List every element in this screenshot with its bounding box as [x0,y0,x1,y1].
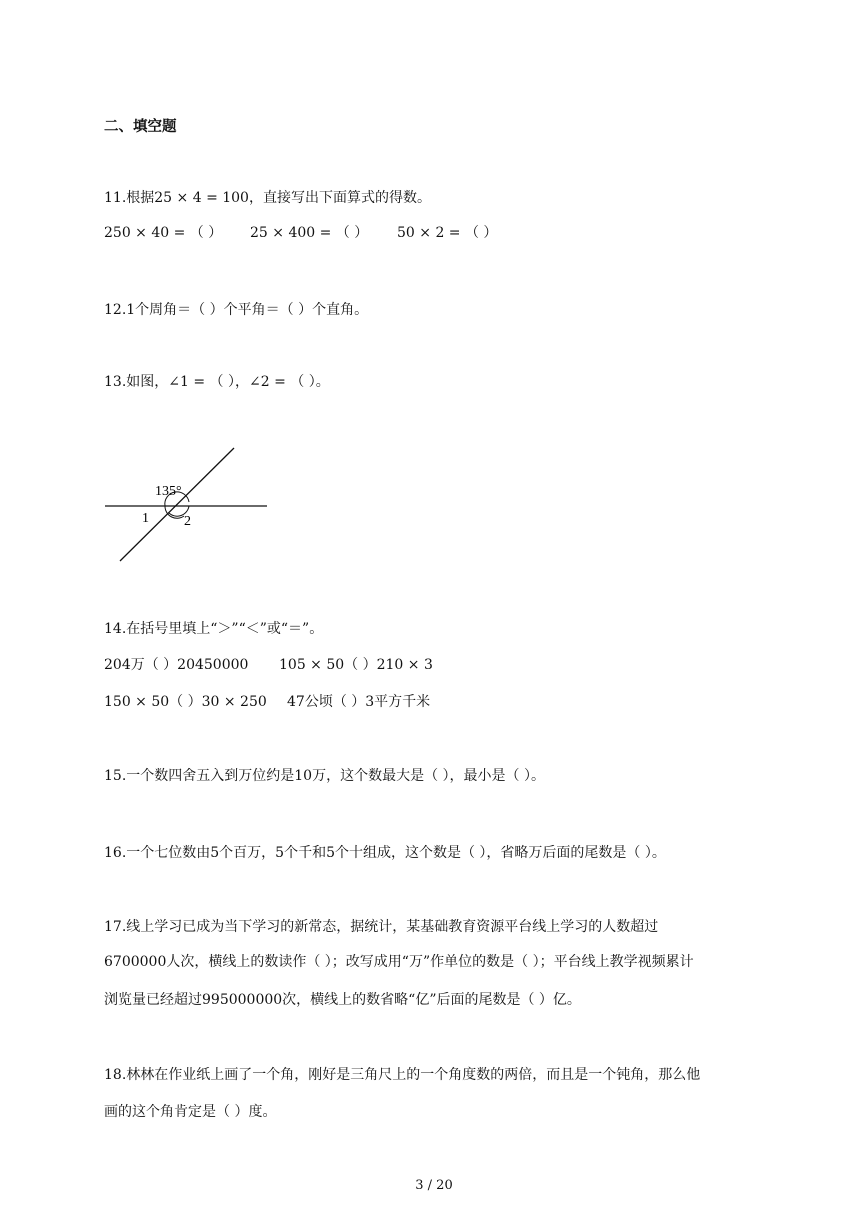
question-17-line3: 浏览量已经超过995000000次，横线上的数省略“亿”后面的尾数是（ ）亿。 [104,992,581,1008]
slanted-line [120,448,234,561]
question-14-row2-item1: 150 × 50（ ）30 × 250 [104,694,267,710]
page-number: 3 / 20 [415,1178,453,1193]
question-15-stem: 15.一个数四舍五入到万位约是10万，这个数最大是（ ），最小是（ ）。 [104,768,545,784]
question-16-stem: 16.一个七位数由5个百万，5个千和5个十组成，这个数是（ ），省略万后面的尾数是（ ）。 [104,845,666,861]
section-heading: 二、填空题 [104,119,177,135]
question-14-row1-item2: 105 × 50（ ）210 × 3 [279,657,433,673]
question-14-stem: 14.在括号里填上“＞”“＜”或“＝”。 [104,621,324,637]
question-17-line1: 17.线上学习已成为当下学习的新常态，据统计，某基础教育资源平台线上学习的人数超过 [104,919,659,935]
question-11-item-1: 250 × 40 = （ ） [104,225,223,241]
question-17-line2: 6700000人次，横线上的数读作（ ）；改写成用“万”作单位的数是（ ）；平台线上教学视频累计 [104,954,694,970]
question-14-row1-item1: 204万（ ）20450000 [104,657,249,673]
question-11-item-2: 25 × 400 = （ ） [250,225,369,241]
angle-figure [100,440,280,570]
label-135: 135° [155,484,182,499]
question-11-stem: 11.根据25 × 4 = 100，直接写出下面算式的得数。 [104,190,431,206]
label-2: 2 [184,514,191,529]
question-14-row2-item2: 47公顷（ ）3平方千米 [287,694,431,710]
label-1: 1 [142,511,149,526]
question-12-stem: 12.1个周角＝（ ）个平角＝（ ）个直角。 [104,302,369,318]
question-18-line2: 画的这个角肯定是（ ）度。 [104,1104,277,1120]
question-11-item-3: 50 × 2 = （ ） [397,225,498,241]
question-13-stem: 13.如图，∠1 = （ ），∠2 = （ ）。 [104,374,330,390]
question-18-line1: 18.林林在作业纸上画了一个角，刚好是三角尺上的一个角度数的两倍，而且是一个钝角，那么他 [104,1067,701,1083]
